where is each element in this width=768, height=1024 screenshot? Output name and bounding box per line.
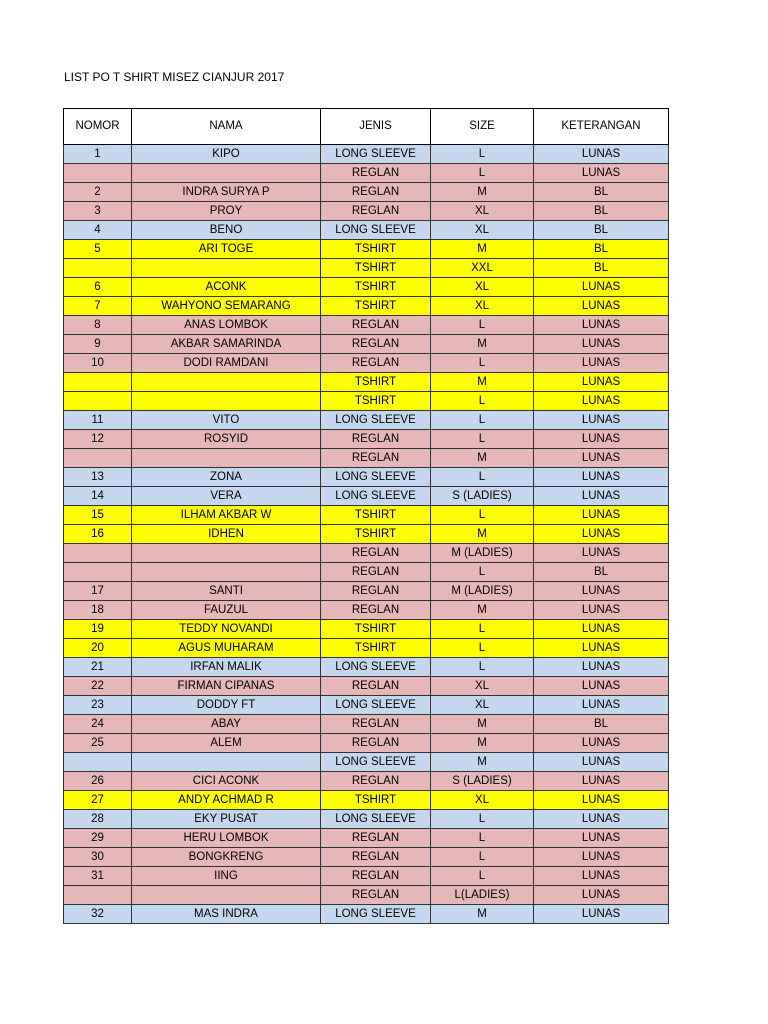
table-row: [64, 259, 669, 278]
cell-size: XL: [431, 202, 534, 221]
cell-size: L: [431, 145, 534, 164]
cell-keterangan: LUNAS: [534, 772, 669, 791]
cell-size: L: [431, 316, 534, 335]
cell-keterangan: LUNAS: [534, 829, 669, 848]
table-row: [64, 297, 669, 316]
cell-size: L: [431, 620, 534, 639]
cell-nomor: [64, 563, 132, 582]
cell-jenis: LONG SLEEVE: [321, 753, 431, 772]
cell-size: XL: [431, 696, 534, 715]
cell-keterangan: LUNAS: [534, 316, 669, 335]
table-row: [64, 563, 669, 582]
cell-nomor: [64, 259, 132, 278]
cell-jenis: REGLAN: [321, 715, 431, 734]
table-row: [64, 411, 669, 430]
cell-nomor: 5: [64, 240, 132, 259]
cell-keterangan: LUNAS: [534, 430, 669, 449]
table-row: [64, 354, 669, 373]
cell-keterangan: LUNAS: [534, 468, 669, 487]
table-row: [64, 335, 669, 354]
table-row: [64, 240, 669, 259]
table-row: [64, 202, 669, 221]
cell-jenis: REGLAN: [321, 848, 431, 867]
cell-size: M (LADIES): [431, 544, 534, 563]
cell-jenis: TSHIRT: [321, 525, 431, 544]
cell-nomor: 14: [64, 487, 132, 506]
cell-nomor: 32: [64, 905, 132, 924]
cell-nama: [132, 563, 321, 582]
cell-size: M: [431, 601, 534, 620]
cell-nama: DODI RAMDANI: [132, 354, 321, 373]
cell-nomor: 8: [64, 316, 132, 335]
table-row: [64, 905, 669, 924]
cell-nama: BENO: [132, 221, 321, 240]
cell-nama: MAS INDRA: [132, 905, 321, 924]
cell-nama: ROSYID: [132, 430, 321, 449]
table-row: [64, 677, 669, 696]
cell-nomor: [64, 544, 132, 563]
table-row: [64, 506, 669, 525]
cell-jenis: LONG SLEEVE: [321, 468, 431, 487]
table-row: [64, 544, 669, 563]
cell-size: M: [431, 449, 534, 468]
cell-keterangan: LUNAS: [534, 145, 669, 164]
document-title: LIST PO T SHIRT MISEZ CIANJUR 2017: [64, 70, 285, 84]
table-row: [64, 278, 669, 297]
cell-size: M: [431, 753, 534, 772]
cell-jenis: REGLAN: [321, 582, 431, 601]
cell-keterangan: LUNAS: [534, 734, 669, 753]
table-row: [64, 449, 669, 468]
cell-jenis: REGLAN: [321, 886, 431, 905]
cell-keterangan: LUNAS: [534, 677, 669, 696]
cell-keterangan: BL: [534, 563, 669, 582]
cell-jenis: REGLAN: [321, 316, 431, 335]
table-row: [64, 848, 669, 867]
cell-size: M: [431, 183, 534, 202]
cell-nomor: 28: [64, 810, 132, 829]
cell-size: XL: [431, 278, 534, 297]
cell-jenis: LONG SLEEVE: [321, 221, 431, 240]
cell-jenis: TSHIRT: [321, 791, 431, 810]
cell-nomor: 7: [64, 297, 132, 316]
cell-nama: [132, 392, 321, 411]
cell-nomor: 15: [64, 506, 132, 525]
cell-nama: FAUZUL: [132, 601, 321, 620]
cell-nama: SANTI: [132, 582, 321, 601]
cell-jenis: REGLAN: [321, 734, 431, 753]
table-row: [64, 753, 669, 772]
cell-nama: WAHYONO SEMARANG: [132, 297, 321, 316]
cell-nomor: 17: [64, 582, 132, 601]
cell-keterangan: LUNAS: [534, 335, 669, 354]
table-row: [64, 145, 669, 164]
cell-keterangan: LUNAS: [534, 848, 669, 867]
cell-keterangan: LUNAS: [534, 886, 669, 905]
cell-nomor: 6: [64, 278, 132, 297]
table-row: [64, 829, 669, 848]
cell-nama: INDRA SURYA P: [132, 183, 321, 202]
cell-keterangan: BL: [534, 240, 669, 259]
table-row: [64, 373, 669, 392]
cell-jenis: TSHIRT: [321, 259, 431, 278]
cell-jenis: REGLAN: [321, 449, 431, 468]
cell-jenis: TSHIRT: [321, 373, 431, 392]
cell-jenis: REGLAN: [321, 335, 431, 354]
cell-size: L: [431, 810, 534, 829]
cell-size: L: [431, 354, 534, 373]
cell-size: L: [431, 164, 534, 183]
cell-nomor: 9: [64, 335, 132, 354]
cell-nomor: 30: [64, 848, 132, 867]
cell-size: L: [431, 468, 534, 487]
cell-jenis: REGLAN: [321, 183, 431, 202]
cell-nomor: 20: [64, 639, 132, 658]
cell-jenis: LONG SLEEVE: [321, 696, 431, 715]
table-row: [64, 658, 669, 677]
cell-size: M: [431, 734, 534, 753]
cell-nama: ACONK: [132, 278, 321, 297]
cell-keterangan: LUNAS: [534, 525, 669, 544]
header-keterangan: KETERANGAN: [534, 109, 669, 145]
cell-nama: [132, 544, 321, 563]
header-nama: NAMA: [132, 109, 321, 145]
cell-size: L: [431, 639, 534, 658]
cell-nama: [132, 753, 321, 772]
cell-jenis: LONG SLEEVE: [321, 658, 431, 677]
cell-jenis: REGLAN: [321, 544, 431, 563]
cell-nama: ARI TOGE: [132, 240, 321, 259]
header-row: [64, 109, 669, 145]
cell-nomor: 13: [64, 468, 132, 487]
cell-keterangan: BL: [534, 221, 669, 240]
cell-keterangan: LUNAS: [534, 278, 669, 297]
cell-nomor: 24: [64, 715, 132, 734]
cell-nomor: 19: [64, 620, 132, 639]
cell-jenis: LONG SLEEVE: [321, 905, 431, 924]
cell-size: L: [431, 430, 534, 449]
table-row: [64, 601, 669, 620]
cell-size: M: [431, 240, 534, 259]
cell-jenis: REGLAN: [321, 563, 431, 582]
cell-size: M: [431, 525, 534, 544]
cell-nomor: 4: [64, 221, 132, 240]
cell-jenis: LONG SLEEVE: [321, 411, 431, 430]
cell-size: L: [431, 848, 534, 867]
cell-jenis: REGLAN: [321, 772, 431, 791]
table-row: [64, 221, 669, 240]
cell-nomor: 27: [64, 791, 132, 810]
cell-nomor: 10: [64, 354, 132, 373]
cell-nama: IDHEN: [132, 525, 321, 544]
cell-nama: CICI ACONK: [132, 772, 321, 791]
table-row: [64, 696, 669, 715]
cell-keterangan: LUNAS: [534, 620, 669, 639]
cell-jenis: TSHIRT: [321, 278, 431, 297]
table-row: [64, 164, 669, 183]
cell-keterangan: LUNAS: [534, 867, 669, 886]
cell-nama: AKBAR SAMARINDA: [132, 335, 321, 354]
header-jenis: JENIS: [321, 109, 431, 145]
cell-jenis: REGLAN: [321, 677, 431, 696]
cell-jenis: LONG SLEEVE: [321, 810, 431, 829]
cell-nomor: [64, 753, 132, 772]
header-size: SIZE: [431, 109, 534, 145]
cell-nama: KIPO: [132, 145, 321, 164]
cell-nomor: [64, 373, 132, 392]
cell-nama: ALEM: [132, 734, 321, 753]
cell-jenis: REGLAN: [321, 164, 431, 183]
cell-nomor: 26: [64, 772, 132, 791]
cell-jenis: TSHIRT: [321, 620, 431, 639]
cell-nama: ANAS LOMBOK: [132, 316, 321, 335]
cell-nomor: 12: [64, 430, 132, 449]
cell-nama: DODDY FT: [132, 696, 321, 715]
cell-nama: VITO: [132, 411, 321, 430]
cell-size: L: [431, 829, 534, 848]
cell-size: L: [431, 658, 534, 677]
cell-jenis: REGLAN: [321, 867, 431, 886]
cell-nomor: [64, 886, 132, 905]
cell-size: M: [431, 905, 534, 924]
cell-keterangan: LUNAS: [534, 354, 669, 373]
cell-keterangan: LUNAS: [534, 658, 669, 677]
cell-nomor: [64, 449, 132, 468]
cell-keterangan: LUNAS: [534, 905, 669, 924]
cell-nama: IRFAN MALIK: [132, 658, 321, 677]
table-row: [64, 639, 669, 658]
cell-jenis: REGLAN: [321, 601, 431, 620]
cell-nama: HERU LOMBOK: [132, 829, 321, 848]
table-row: [64, 715, 669, 734]
table-row: [64, 620, 669, 639]
cell-jenis: TSHIRT: [321, 297, 431, 316]
cell-nama: VERA: [132, 487, 321, 506]
cell-nomor: 21: [64, 658, 132, 677]
cell-size: L: [431, 563, 534, 582]
cell-nama: TEDDY NOVANDI: [132, 620, 321, 639]
cell-size: XL: [431, 221, 534, 240]
cell-jenis: REGLAN: [321, 202, 431, 221]
cell-nama: FIRMAN CIPANAS: [132, 677, 321, 696]
cell-keterangan: LUNAS: [534, 601, 669, 620]
table-row: [64, 582, 669, 601]
cell-keterangan: LUNAS: [534, 392, 669, 411]
cell-keterangan: LUNAS: [534, 411, 669, 430]
cell-jenis: TSHIRT: [321, 639, 431, 658]
cell-nomor: 3: [64, 202, 132, 221]
table-row: [64, 791, 669, 810]
cell-nama: AGUS MUHARAM: [132, 639, 321, 658]
cell-size: XL: [431, 677, 534, 696]
cell-nomor: 11: [64, 411, 132, 430]
cell-jenis: REGLAN: [321, 829, 431, 848]
cell-nama: [132, 373, 321, 392]
cell-nama: [132, 259, 321, 278]
cell-nomor: [64, 392, 132, 411]
cell-nomor: 25: [64, 734, 132, 753]
cell-keterangan: BL: [534, 259, 669, 278]
cell-jenis: TSHIRT: [321, 240, 431, 259]
cell-keterangan: LUNAS: [534, 297, 669, 316]
cell-nomor: 1: [64, 145, 132, 164]
cell-keterangan: LUNAS: [534, 506, 669, 525]
cell-size: L: [431, 392, 534, 411]
table-body: [64, 145, 669, 924]
cell-nama: [132, 886, 321, 905]
cell-size: M (LADIES): [431, 582, 534, 601]
cell-size: XXL: [431, 259, 534, 278]
po-table: [63, 108, 669, 924]
cell-nomor: [64, 164, 132, 183]
cell-nomor: 22: [64, 677, 132, 696]
cell-nama: IING: [132, 867, 321, 886]
header-nomor: NOMOR: [64, 109, 132, 145]
cell-nama: ANDY ACHMAD R: [132, 791, 321, 810]
cell-nomor: 18: [64, 601, 132, 620]
table-row: [64, 487, 669, 506]
cell-nama: [132, 449, 321, 468]
table-row: [64, 430, 669, 449]
table-row: [64, 886, 669, 905]
cell-size: M: [431, 373, 534, 392]
table-row: [64, 183, 669, 202]
cell-size: S (LADIES): [431, 487, 534, 506]
cell-keterangan: BL: [534, 202, 669, 221]
cell-size: M: [431, 715, 534, 734]
cell-jenis: TSHIRT: [321, 392, 431, 411]
cell-nama: ZONA: [132, 468, 321, 487]
cell-nama: ABAY: [132, 715, 321, 734]
table-row: [64, 772, 669, 791]
table-header: [64, 109, 669, 145]
cell-keterangan: LUNAS: [534, 487, 669, 506]
cell-keterangan: LUNAS: [534, 791, 669, 810]
cell-size: XL: [431, 791, 534, 810]
cell-size: L: [431, 506, 534, 525]
cell-jenis: LONG SLEEVE: [321, 145, 431, 164]
cell-keterangan: LUNAS: [534, 810, 669, 829]
cell-keterangan: LUNAS: [534, 373, 669, 392]
cell-nomor: 16: [64, 525, 132, 544]
cell-nama: ILHAM AKBAR W: [132, 506, 321, 525]
table-row: [64, 734, 669, 753]
cell-keterangan: LUNAS: [534, 449, 669, 468]
cell-size: XL: [431, 297, 534, 316]
cell-keterangan: BL: [534, 715, 669, 734]
cell-keterangan: LUNAS: [534, 164, 669, 183]
cell-keterangan: LUNAS: [534, 696, 669, 715]
cell-jenis: LONG SLEEVE: [321, 487, 431, 506]
table-row: [64, 468, 669, 487]
table-row: [64, 867, 669, 886]
cell-nomor: 2: [64, 183, 132, 202]
cell-jenis: REGLAN: [321, 354, 431, 373]
table-row: [64, 316, 669, 335]
cell-jenis: TSHIRT: [321, 506, 431, 525]
cell-jenis: REGLAN: [321, 430, 431, 449]
table-row: [64, 810, 669, 829]
cell-size: L(LADIES): [431, 886, 534, 905]
cell-nama: PROY: [132, 202, 321, 221]
cell-keterangan: LUNAS: [534, 753, 669, 772]
cell-keterangan: LUNAS: [534, 582, 669, 601]
cell-keterangan: LUNAS: [534, 544, 669, 563]
cell-size: M: [431, 335, 534, 354]
cell-nama: [132, 164, 321, 183]
table-row: [64, 525, 669, 544]
cell-keterangan: BL: [534, 183, 669, 202]
cell-keterangan: LUNAS: [534, 639, 669, 658]
cell-size: S (LADIES): [431, 772, 534, 791]
cell-nomor: 29: [64, 829, 132, 848]
table-row: [64, 392, 669, 411]
cell-nomor: 31: [64, 867, 132, 886]
cell-nama: BONGKRENG: [132, 848, 321, 867]
cell-nama: EKY PUSAT: [132, 810, 321, 829]
cell-size: L: [431, 867, 534, 886]
cell-size: L: [431, 411, 534, 430]
cell-nomor: 23: [64, 696, 132, 715]
